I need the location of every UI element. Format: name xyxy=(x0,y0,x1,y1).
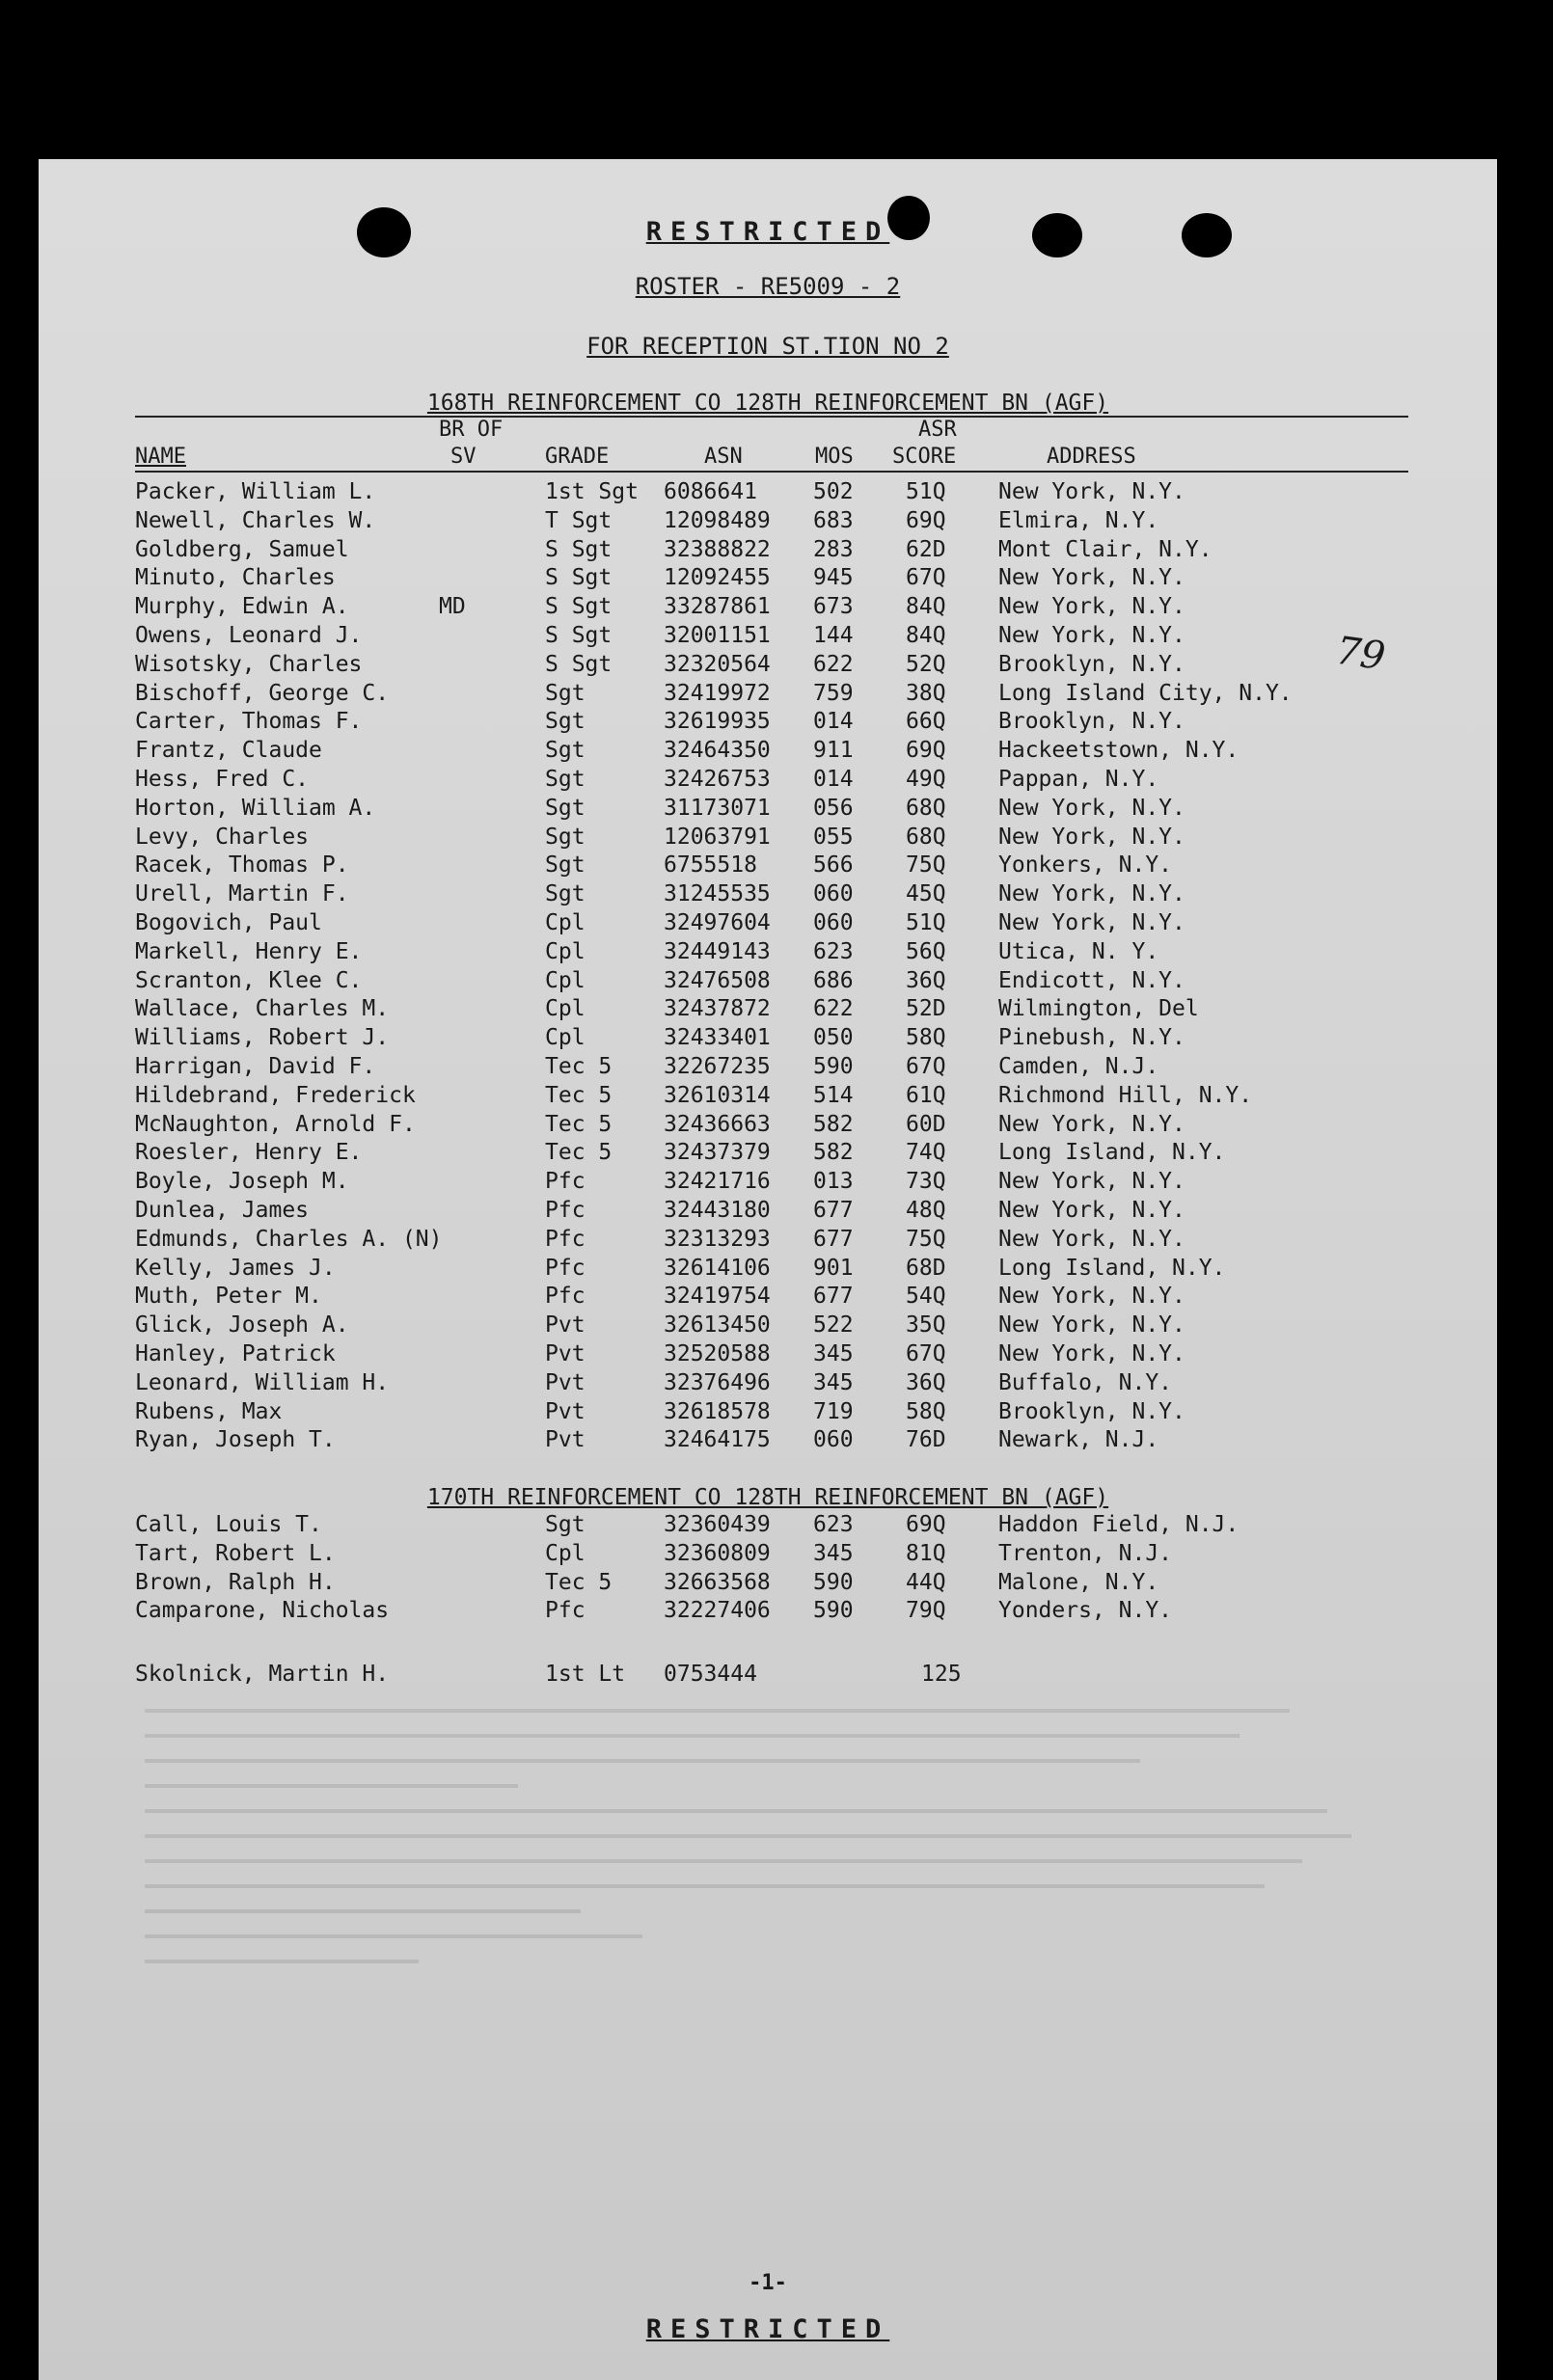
cell-name: Racek, Thomas P. xyxy=(135,852,349,879)
cell-score: 44Q xyxy=(906,1569,946,1595)
cell-score: 56Q xyxy=(906,938,946,964)
cell-mos: 686 xyxy=(813,967,854,993)
table-row xyxy=(39,565,1497,594)
cell-mos: 345 xyxy=(813,1540,854,1566)
table-row xyxy=(39,968,1497,997)
cell-score: 49Q xyxy=(906,767,946,792)
cell-asn: 32419972 xyxy=(664,680,771,706)
table-row xyxy=(39,1025,1497,1054)
officer-name: Skolnick, Martin H. xyxy=(135,1662,390,1687)
cell-name: Harrigan, David F. xyxy=(135,1054,376,1079)
cell-name: Tart, Robert L. xyxy=(135,1540,336,1566)
cell-asn: 32618578 xyxy=(664,1398,771,1424)
officer-score: 125 xyxy=(921,1662,962,1687)
cell-asn: 32267235 xyxy=(664,1054,771,1079)
cell-name: Dunlea, James xyxy=(135,1198,310,1223)
table-row xyxy=(39,508,1497,537)
col-score: SCORE xyxy=(892,445,957,469)
col-grade: GRADE xyxy=(545,445,610,469)
table-row xyxy=(39,1512,1497,1541)
cell-score: 69Q xyxy=(906,507,946,533)
cell-mos: 345 xyxy=(813,1341,854,1366)
table-row xyxy=(39,738,1497,767)
cell-address: New York, N.Y. xyxy=(998,1284,1185,1310)
cell-mos: 590 xyxy=(813,1054,854,1079)
cell-asn: 31173071 xyxy=(664,795,771,821)
cell-address: Camden, N.J. xyxy=(998,1054,1159,1079)
table-row xyxy=(39,1427,1497,1456)
cell-name: Wisotsky, Charles xyxy=(135,651,363,677)
cell-address: Yonkers, N.Y. xyxy=(998,852,1173,879)
table-row xyxy=(39,1169,1497,1198)
cell-name: Hildebrand, Frederick xyxy=(135,1082,416,1108)
cell-name: Glick, Joseph A. xyxy=(135,1312,349,1339)
cell-score: 68D xyxy=(906,1255,946,1281)
cell-grade: Sgt xyxy=(545,824,586,850)
table-row xyxy=(39,1312,1497,1341)
cell-asn: 32227406 xyxy=(664,1598,771,1624)
table-row xyxy=(39,1227,1497,1256)
cell-grade: Sgt xyxy=(545,795,586,821)
table-row xyxy=(39,1541,1497,1570)
cell-grade: Tec 5 xyxy=(545,1082,613,1108)
cell-name: Murphy, Edwin A. xyxy=(135,594,349,620)
cell-score: 75Q xyxy=(906,1226,946,1252)
cell-mos: 522 xyxy=(813,1312,854,1339)
cell-score: 67Q xyxy=(906,1341,946,1366)
section-title-168th: 168TH REINFORCEMENT CO 128TH REINFORCEMENT BN (AGF) xyxy=(426,391,1109,416)
cell-grade: Pfc xyxy=(545,1198,586,1223)
cell-score: 61Q xyxy=(906,1082,946,1108)
restricted-stamp-bottom: RESTRICTED xyxy=(645,2314,890,2344)
cell-score: 68Q xyxy=(906,824,946,850)
table-row xyxy=(39,1256,1497,1285)
cell-grade: S Sgt xyxy=(545,594,613,620)
cell-name: Hess, Fred C. xyxy=(135,767,310,792)
cell-asn: 32464175 xyxy=(664,1427,771,1453)
cell-score: 67Q xyxy=(906,565,946,591)
cell-address: Newark, N.J. xyxy=(998,1427,1159,1453)
cell-score: 58Q xyxy=(906,1025,946,1051)
cell-mos: 566 xyxy=(813,852,854,879)
cell-mos: 014 xyxy=(813,767,854,792)
cell-asn: 32443180 xyxy=(664,1198,771,1223)
cell-asn: 32436663 xyxy=(664,1111,771,1137)
cell-address: Malone, N.Y. xyxy=(998,1569,1159,1595)
table-row xyxy=(39,825,1497,853)
cell-address: New York, N.Y. xyxy=(998,824,1185,850)
cell-name: Edmunds, Charles A. (N) xyxy=(135,1226,443,1252)
bleed-through-text xyxy=(145,1688,1389,2285)
cell-grade: Sgt xyxy=(545,852,586,879)
cell-address: Utica, N. Y. xyxy=(998,938,1159,964)
cell-mos: 050 xyxy=(813,1025,854,1051)
cell-address: Brooklyn, N.Y. xyxy=(998,709,1185,735)
table-row xyxy=(39,1112,1497,1141)
table-row xyxy=(39,1399,1497,1428)
cell-grade: S Sgt xyxy=(545,565,613,591)
cell-name: Boyle, Joseph M. xyxy=(135,1169,349,1195)
cell-br: MD xyxy=(439,594,466,620)
cell-mos: 283 xyxy=(813,536,854,562)
cell-address: New York, N.Y. xyxy=(998,910,1185,935)
table-row xyxy=(39,537,1497,566)
cell-grade: Sgt xyxy=(545,709,586,735)
cell-score: 38Q xyxy=(906,680,946,706)
cell-name: Ryan, Joseph T. xyxy=(135,1427,336,1453)
cell-mos: 514 xyxy=(813,1082,854,1108)
cell-grade: Pvt xyxy=(545,1341,586,1366)
cell-grade: Cpl xyxy=(545,967,586,993)
cell-score: 51Q xyxy=(906,910,946,935)
cell-name: Bogovich, Paul xyxy=(135,910,322,935)
cell-name: Roesler, Henry E. xyxy=(135,1140,363,1166)
cell-asn: 32619935 xyxy=(664,709,771,735)
cell-asn: 32313293 xyxy=(664,1226,771,1252)
cell-address: New York, N.Y. xyxy=(998,881,1185,907)
table-row xyxy=(39,996,1497,1025)
divider xyxy=(135,471,1408,473)
cell-grade: Sgt xyxy=(545,680,586,706)
cell-score: 66Q xyxy=(906,709,946,735)
cell-name: Leonard, William H. xyxy=(135,1369,390,1395)
cell-mos: 623 xyxy=(813,938,854,964)
cell-score: 36Q xyxy=(906,967,946,993)
cell-asn: 32360439 xyxy=(664,1512,771,1537)
station-line: FOR RECEPTION ST.TION NO 2 xyxy=(586,333,949,360)
cell-grade: Cpl xyxy=(545,996,586,1022)
cell-score: 76D xyxy=(906,1427,946,1453)
cell-grade: S Sgt xyxy=(545,536,613,562)
cell-score: 67Q xyxy=(906,1054,946,1079)
cell-grade: S Sgt xyxy=(545,623,613,648)
cell-address: New York, N.Y. xyxy=(998,623,1185,648)
cell-grade: Sgt xyxy=(545,881,586,907)
cell-asn: 32520588 xyxy=(664,1341,771,1366)
cell-address: Haddon Field, N.J. xyxy=(998,1512,1240,1537)
cell-address: Endicott, N.Y. xyxy=(998,967,1185,993)
cell-mos: 590 xyxy=(813,1569,854,1595)
table-row xyxy=(39,796,1497,825)
table-row xyxy=(39,1341,1497,1370)
cell-address: Richmond Hill, N.Y. xyxy=(998,1082,1253,1108)
cell-grade: Pvt xyxy=(545,1369,586,1395)
table-row xyxy=(39,767,1497,796)
cell-name: Markell, Henry E. xyxy=(135,938,363,964)
cell-address: New York, N.Y. xyxy=(998,795,1185,821)
col-name: NAME xyxy=(135,445,186,469)
cell-address: Brooklyn, N.Y. xyxy=(998,1398,1185,1424)
cell-grade: Pfc xyxy=(545,1284,586,1310)
cell-asn: 31245535 xyxy=(664,881,771,907)
cell-mos: 345 xyxy=(813,1369,854,1395)
cell-address: New York, N.Y. xyxy=(998,1169,1185,1195)
table-row xyxy=(39,1083,1497,1112)
cell-mos: 622 xyxy=(813,651,854,677)
cell-grade: Sgt xyxy=(545,767,586,792)
cell-address: New York, N.Y. xyxy=(998,1341,1185,1366)
cell-name: Camparone, Nicholas xyxy=(135,1598,390,1624)
cell-address: Brooklyn, N.Y. xyxy=(998,651,1185,677)
cell-mos: 759 xyxy=(813,680,854,706)
cell-mos: 060 xyxy=(813,910,854,935)
cell-grade: Tec 5 xyxy=(545,1111,613,1137)
cell-score: 54Q xyxy=(906,1284,946,1310)
cell-name: Hanley, Patrick xyxy=(135,1341,336,1366)
cell-mos: 622 xyxy=(813,996,854,1022)
col-score-top: ASR xyxy=(918,418,957,442)
table-row xyxy=(39,709,1497,738)
cell-address: Mont Clair, N.Y. xyxy=(998,536,1212,562)
cell-mos: 060 xyxy=(813,1427,854,1453)
cell-asn: 32663568 xyxy=(664,1569,771,1595)
cell-grade: Cpl xyxy=(545,1025,586,1051)
cell-grade: T Sgt xyxy=(545,507,613,533)
table-row xyxy=(39,652,1497,681)
table-row xyxy=(39,881,1497,910)
cell-address: Long Island City, N.Y. xyxy=(998,680,1293,706)
cell-score: 79Q xyxy=(906,1598,946,1624)
cell-asn: 12092455 xyxy=(664,565,771,591)
cell-score: 52D xyxy=(906,996,946,1022)
cell-address: Long Island, N.Y. xyxy=(998,1140,1226,1166)
cell-asn: 32613450 xyxy=(664,1312,771,1339)
cell-address: New York, N.Y. xyxy=(998,479,1185,504)
cell-grade: Pfc xyxy=(545,1255,586,1281)
cell-name: Wallace, Charles M. xyxy=(135,996,390,1022)
cell-name: Minuto, Charles xyxy=(135,565,336,591)
cell-mos: 677 xyxy=(813,1198,854,1223)
cell-grade: Cpl xyxy=(545,938,586,964)
cell-address: New York, N.Y. xyxy=(998,594,1185,620)
cell-address: Elmira, N.Y. xyxy=(998,507,1159,533)
cell-score: 68Q xyxy=(906,795,946,821)
cell-address: New York, N.Y. xyxy=(998,1312,1185,1339)
section-title-170th: 170TH REINFORCEMENT CO 128TH REINFORCEMENT BN (AGF) xyxy=(426,1485,1109,1510)
cell-score: 84Q xyxy=(906,623,946,648)
cell-asn: 32476508 xyxy=(664,967,771,993)
table-row xyxy=(39,852,1497,881)
cell-address: New York, N.Y. xyxy=(998,1226,1185,1252)
cell-asn: 32419754 xyxy=(664,1284,771,1310)
table-row xyxy=(39,1370,1497,1399)
officer-row xyxy=(39,1662,1497,1690)
cell-address: New York, N.Y. xyxy=(998,1198,1185,1223)
cell-asn: 6755518 xyxy=(664,852,757,879)
col-address: ADDRESS xyxy=(1047,445,1136,469)
cell-asn: 32360809 xyxy=(664,1540,771,1566)
cell-name: Levy, Charles xyxy=(135,824,310,850)
cell-asn: 32320564 xyxy=(664,651,771,677)
table-row xyxy=(39,1198,1497,1227)
cell-mos: 623 xyxy=(813,1512,854,1537)
cell-score: 81Q xyxy=(906,1540,946,1566)
cell-name: Carter, Thomas F. xyxy=(135,709,363,735)
col-mos: MOS xyxy=(815,445,854,469)
cell-score: 52Q xyxy=(906,651,946,677)
cell-grade: 1st Sgt xyxy=(545,479,639,504)
cell-name: Urell, Martin F. xyxy=(135,881,349,907)
cell-grade: S Sgt xyxy=(545,651,613,677)
restricted-stamp-top: RESTRICTED xyxy=(645,217,890,247)
cell-mos: 673 xyxy=(813,594,854,620)
cell-score: 62D xyxy=(906,536,946,562)
cell-address: New York, N.Y. xyxy=(998,565,1185,591)
cell-mos: 945 xyxy=(813,565,854,591)
cell-grade: Pvt xyxy=(545,1398,586,1424)
table-row xyxy=(39,1140,1497,1169)
officer-grade: 1st Lt xyxy=(545,1662,626,1687)
cell-address: Pappan, N.Y. xyxy=(998,767,1159,792)
cell-mos: 901 xyxy=(813,1255,854,1281)
cell-mos: 014 xyxy=(813,709,854,735)
cell-asn: 12098489 xyxy=(664,507,771,533)
cell-grade: Pfc xyxy=(545,1598,586,1624)
cell-mos: 582 xyxy=(813,1111,854,1137)
table-row xyxy=(39,681,1497,710)
cell-score: 74Q xyxy=(906,1140,946,1166)
cell-grade: Cpl xyxy=(545,910,586,935)
cell-score: 60D xyxy=(906,1111,946,1137)
table-row xyxy=(39,939,1497,968)
cell-grade: Tec 5 xyxy=(545,1140,613,1166)
cell-asn: 32376496 xyxy=(664,1369,771,1395)
cell-asn: 32437872 xyxy=(664,996,771,1022)
cell-name: Goldberg, Samuel xyxy=(135,536,349,562)
cell-name: Brown, Ralph H. xyxy=(135,1569,336,1595)
cell-asn: 32610314 xyxy=(664,1082,771,1108)
cell-asn: 32437379 xyxy=(664,1140,771,1166)
cell-asn: 32001151 xyxy=(664,623,771,648)
cell-asn: 32464350 xyxy=(664,738,771,764)
cell-mos: 502 xyxy=(813,479,854,504)
cell-score: 36Q xyxy=(906,1369,946,1395)
table-row xyxy=(39,479,1497,508)
roster-title: ROSTER - RE5009 - 2 xyxy=(635,273,901,300)
cell-mos: 013 xyxy=(813,1169,854,1195)
col-br-top: BR OF xyxy=(439,418,504,442)
cell-name: Williams, Robert J. xyxy=(135,1025,390,1051)
col-asn: ASN xyxy=(704,445,743,469)
cell-name: Scranton, Klee C. xyxy=(135,967,363,993)
cell-asn: 32497604 xyxy=(664,910,771,935)
cell-score: 75Q xyxy=(906,852,946,879)
cell-mos: 590 xyxy=(813,1598,854,1624)
cell-name: McNaughton, Arnold F. xyxy=(135,1111,416,1137)
cell-mos: 677 xyxy=(813,1284,854,1310)
divider xyxy=(135,416,1408,418)
cell-asn: 12063791 xyxy=(664,824,771,850)
cell-asn: 32388822 xyxy=(664,536,771,562)
cell-grade: Sgt xyxy=(545,738,586,764)
cell-grade: Pfc xyxy=(545,1169,586,1195)
cell-address: Wilmington, Del xyxy=(998,996,1199,1022)
cell-grade: Tec 5 xyxy=(545,1054,613,1079)
cell-score: 58Q xyxy=(906,1398,946,1424)
cell-address: Buffalo, N.Y. xyxy=(998,1369,1173,1395)
cell-asn: 32421716 xyxy=(664,1169,771,1195)
cell-address: Long Island, N.Y. xyxy=(998,1255,1226,1281)
cell-name: Kelly, James J. xyxy=(135,1255,336,1281)
cell-score: 35Q xyxy=(906,1312,946,1339)
cell-grade: Cpl xyxy=(545,1540,586,1566)
cell-name: Call, Louis T. xyxy=(135,1512,322,1537)
table-row xyxy=(39,910,1497,939)
cell-grade: Tec 5 xyxy=(545,1569,613,1595)
cell-name: Packer, William L. xyxy=(135,479,376,504)
cell-score: 51Q xyxy=(906,479,946,504)
handwritten-margin-note: 79 xyxy=(1333,628,1388,680)
cell-grade: Pvt xyxy=(545,1312,586,1339)
cell-mos: 911 xyxy=(813,738,854,764)
cell-mos: 056 xyxy=(813,795,854,821)
table-row xyxy=(39,1598,1497,1627)
cell-mos: 677 xyxy=(813,1226,854,1252)
table-row xyxy=(39,594,1497,623)
cell-address: Pinebush, N.Y. xyxy=(998,1025,1185,1051)
cell-mos: 582 xyxy=(813,1140,854,1166)
cell-score: 45Q xyxy=(906,881,946,907)
document-page xyxy=(39,159,1497,2380)
cell-address: Yonders, N.Y. xyxy=(998,1598,1173,1624)
officer-asn: 0753444 xyxy=(664,1662,757,1687)
table-row xyxy=(39,1284,1497,1312)
page-number: -1- xyxy=(749,2271,787,2295)
cell-grade: Pfc xyxy=(545,1226,586,1252)
cell-name: Frantz, Claude xyxy=(135,738,322,764)
cell-address: Hackeetstown, N.Y. xyxy=(998,738,1240,764)
col-br-bottom: SV xyxy=(450,445,477,469)
cell-score: 48Q xyxy=(906,1198,946,1223)
cell-name: Bischoff, George C. xyxy=(135,680,390,706)
cell-asn: 32433401 xyxy=(664,1025,771,1051)
table-row xyxy=(39,1054,1497,1083)
cell-mos: 144 xyxy=(813,623,854,648)
cell-score: 69Q xyxy=(906,1512,946,1537)
cell-asn: 33287861 xyxy=(664,594,771,620)
cell-mos: 055 xyxy=(813,824,854,850)
cell-name: Muth, Peter M. xyxy=(135,1284,322,1310)
cell-address: New York, N.Y. xyxy=(998,1111,1185,1137)
cell-asn: 32449143 xyxy=(664,938,771,964)
table-row xyxy=(39,623,1497,652)
cell-grade: Sgt xyxy=(545,1512,586,1537)
cell-mos: 719 xyxy=(813,1398,854,1424)
cell-asn: 32614106 xyxy=(664,1255,771,1281)
cell-mos: 060 xyxy=(813,881,854,907)
cell-asn: 32426753 xyxy=(664,767,771,792)
cell-mos: 683 xyxy=(813,507,854,533)
cell-score: 69Q xyxy=(906,738,946,764)
cell-name: Owens, Leonard J. xyxy=(135,623,363,648)
cell-grade: Pvt xyxy=(545,1427,586,1453)
cell-name: Newell, Charles W. xyxy=(135,507,376,533)
cell-score: 73Q xyxy=(906,1169,946,1195)
cell-score: 84Q xyxy=(906,594,946,620)
cell-name: Rubens, Max xyxy=(135,1398,283,1424)
cell-name: Horton, William A. xyxy=(135,795,376,821)
table-row xyxy=(39,1570,1497,1599)
cell-address: Trenton, N.J. xyxy=(998,1540,1173,1566)
cell-asn: 6086641 xyxy=(664,479,757,504)
